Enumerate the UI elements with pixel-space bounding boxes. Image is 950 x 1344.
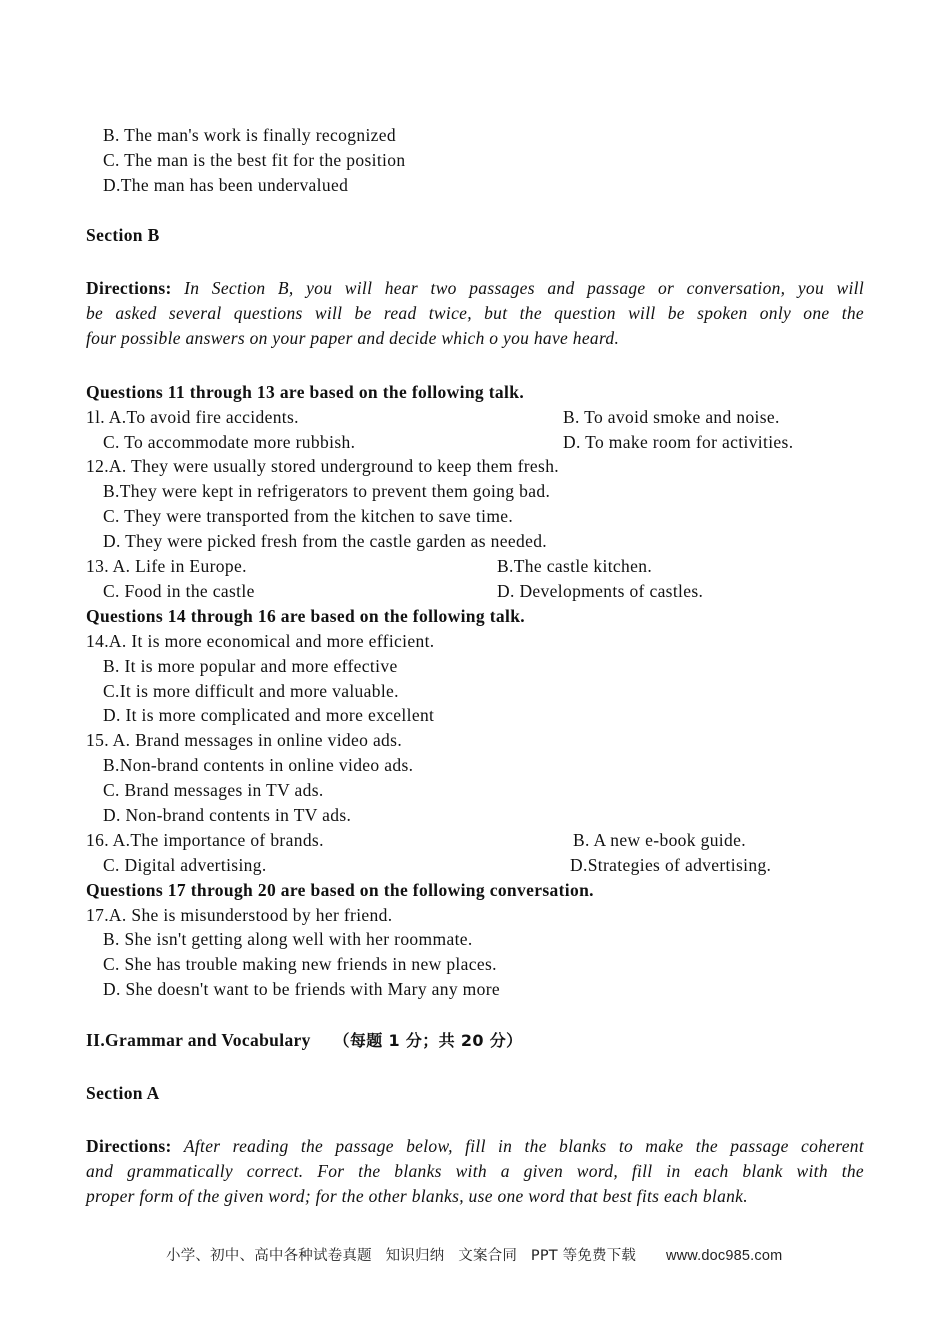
- option-text: 1l. A.To avoid fire accidents.: [86, 407, 299, 427]
- option-text: D. It is more complicated and more excellent: [103, 705, 435, 725]
- option-text: B. A new e-book guide.: [573, 830, 746, 850]
- question-group-heading: Questions 17 through 20 are based on the following conversation.: [86, 880, 594, 900]
- directions-text: In Section B, you will hear two passages and passage or conversation, you will: [184, 278, 864, 298]
- option-text: 16. A.The importance of brands.: [86, 830, 324, 850]
- option-text: B. She isn't getting along well with her roommate.: [103, 929, 473, 949]
- option-text: D. They were picked fresh from the castle garden as needed.: [103, 531, 548, 551]
- section-a-heading: Section A: [86, 1083, 160, 1103]
- section-b-directions: [86, 276, 864, 351]
- footer-item: 知识归纳: [385, 1248, 445, 1264]
- option-text: C. She has trouble making new friends in new places.: [103, 954, 497, 974]
- option-text: B.The castle kitchen.: [497, 556, 653, 576]
- footer-item: 小学、初中、高中各种试卷真题: [166, 1248, 372, 1264]
- option-text: D.Strategies of advertising.: [570, 855, 772, 875]
- option-text: D. She doesn't want to be friends with Mary any more: [103, 979, 501, 999]
- part-2-heading: [86, 1028, 522, 1053]
- section-b-heading: Section B: [86, 225, 160, 245]
- part-2-title: II.Grammar and Vocabulary: [86, 1030, 311, 1050]
- option-text: D.The man has been undervalued: [103, 175, 349, 195]
- page-footer: [166, 1244, 791, 1265]
- directions-text: and grammatically correct. For the blanks with a given word, fill in each blank with the: [86, 1161, 864, 1181]
- option-text: B. The man's work is finally recognized: [103, 125, 397, 145]
- option-text: C. They were transported from the kitchen to save time.: [103, 506, 514, 526]
- option-text: C. Brand messages in TV ads.: [103, 780, 324, 800]
- option-text: 17.A. She is misunderstood by her friend.: [86, 905, 393, 925]
- footer-item: PPT 等免费下载: [530, 1248, 637, 1264]
- option-text: C.It is more difficult and more valuable.: [103, 681, 399, 701]
- directions-text: be asked several questions will be read twice, but the question will be spoken only one the: [86, 303, 864, 323]
- option-text: D. To make room for activities.: [563, 432, 794, 452]
- footer-item: 文案合同: [458, 1248, 518, 1264]
- option-text: 12.A. They were usually stored underground to keep them fresh.: [86, 456, 560, 476]
- option-text: 15. A. Brand messages in online video ads.: [86, 730, 403, 750]
- option-text: D. Developments of castles.: [497, 581, 704, 601]
- directions-text: four possible answers on your paper and decide which o you have heard.: [86, 328, 620, 348]
- question-group-heading: Questions 11 through 13 are based on the following talk.: [86, 382, 525, 402]
- question-group-heading: Questions 14 through 16 are based on the following talk.: [86, 606, 526, 626]
- score-note: （每题 1 分；共 20 分）: [333, 1031, 523, 1050]
- option-text: C. To accommodate more rubbish.: [103, 432, 356, 452]
- directions-text: proper form of the given word; for the other blanks, use one word that best fits each blank.: [86, 1186, 748, 1206]
- option-text: 14.A. It is more economical and more efficient.: [86, 631, 435, 651]
- option-text: B.Non-brand contents in online video ads.: [103, 755, 414, 775]
- footer-url-link[interactable]: www.doc985.com: [665, 1248, 783, 1264]
- option-text: C. Food in the castle: [103, 581, 255, 601]
- directions-label: Directions:: [86, 1136, 172, 1156]
- directions-label: Directions:: [86, 278, 172, 298]
- option-text: B. It is more popular and more effective: [103, 656, 398, 676]
- option-text: D. Non-brand contents in TV ads.: [103, 805, 352, 825]
- directions-text: After reading the passage below, fill in the blanks to make the passage coherent: [183, 1136, 864, 1156]
- option-text: C. Digital advertising.: [103, 855, 267, 875]
- section-a-directions: [86, 1134, 864, 1209]
- option-text: 13. A. Life in Europe.: [86, 556, 247, 576]
- option-text: B. To avoid smoke and noise.: [563, 407, 780, 427]
- option-text: B.They were kept in refrigerators to prevent them going bad.: [103, 481, 551, 501]
- question-11-row-1: [86, 405, 299, 430]
- option-text: C. The man is the best fit for the position: [103, 150, 406, 170]
